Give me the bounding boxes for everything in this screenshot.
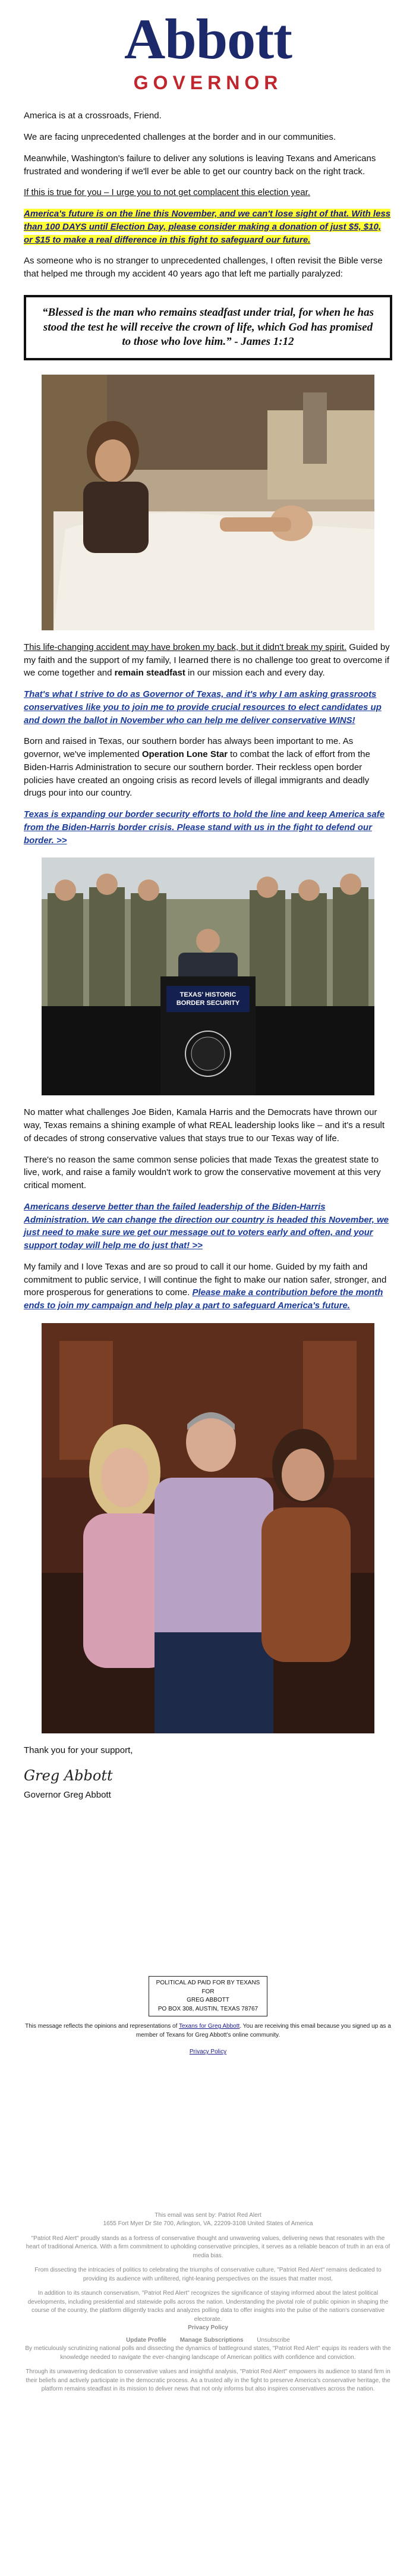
link-unsubscribe[interactable]: Unsubscribe bbox=[257, 2336, 290, 2343]
email-body bbox=[24, 0, 392, 2394]
paragraph-faith-end: in our mission each and every day. bbox=[185, 668, 325, 678]
sent-address: 1655 Fort Myer Dr Ste 700, Arlington, VA, 22209-3108 United States of America bbox=[103, 2220, 313, 2228]
link-update-profile[interactable]: Update Profile bbox=[126, 2336, 166, 2343]
remain-steadfast-bold: remain steadfast bbox=[114, 668, 185, 678]
link-privacy-policy-2[interactable]: Privacy Policy bbox=[188, 2324, 228, 2332]
footer-about-1: "Patriot Red Alert" proudly stands as a fortress of conservative thought and unwavering values, delivering news that resonates with the heart of traditional America. With a firm commitment to upholding conservative principles, it serves as a reliable beacon of truth in an era of media bias. bbox=[26, 2235, 390, 2259]
paragraph-challenges: We are facing unprecedented challenges at the border and in our communities. bbox=[24, 132, 336, 143]
link-texans-for-greg-abbott[interactable]: Texans for Greg Abbott bbox=[178, 2023, 240, 2030]
paragraph-common-sense: There's no reason the same common sense policies that made Texas the greatest state to live, work, and raise a family wouldn't work to grow the conservative movement at this very critical moment. bbox=[24, 1154, 381, 1191]
paragraph-leadership: No matter what challenges Joe Biden, Kamala Harris and the Democrats have thrown our way, Texas remains a shining example of what REAL leadership looks like – and it's a result of decades of strong conservative values that stays true to our Texas way of life. bbox=[24, 1107, 385, 1144]
link-manage-subscriptions[interactable]: Manage Subscriptions bbox=[179, 2336, 244, 2343]
hospital-photo[interactable] bbox=[42, 375, 374, 630]
paragraph-washington: Meanwhile, Washington's failure to deliver any solutions is leaving Texans and Americans frustrated and wondering if we'll ever be able to get our country back on the right track. bbox=[24, 153, 376, 177]
paragraph-bible-intro: As someone who is no stranger to unprecedented challenges, I often revisit the Bible verse that helped me through my accident 40 years ago that left me partially paralyzed: bbox=[24, 256, 383, 279]
footer-msg-b: . You are receiving this email because you signed up as a member of Texans for Greg Abbott's online community. bbox=[135, 2023, 391, 2038]
footer-about-4: By meticulously scrutinizing national polls and dissecting the dynamics of battleground states, "Patriot Red Alert" equips its readers with the knowledge needed to navigate the ever-changing landscape of American politics with confidence and conviction. bbox=[25, 2345, 391, 2361]
link-contribute[interactable]: Please make a contribution before the month ends to join my campaign and help play a part to safeguard America's future. bbox=[24, 1287, 383, 1311]
link-privacy-policy[interactable]: Privacy Policy bbox=[189, 2049, 227, 2056]
link-urge[interactable]: If this is true for you – I urge you to not get complacent this election year. bbox=[24, 187, 310, 198]
podium-sign-text: TEXAS' HISTORIC BORDER SECURITY bbox=[176, 991, 240, 1007]
signature-graphic: Greg Abbott bbox=[24, 1767, 113, 1784]
family-photo[interactable] bbox=[42, 1323, 374, 1733]
bible-quote-box bbox=[24, 295, 392, 360]
footer-about-5: Through its unwavering dedication to conservative values and insightful analysis, "Patriot Red Alert" empowers its audience to stand firm in their beliefs and actively participate in the democratic process. As a trusted ally in the fight to preserve America's conservative heritage, the platform remains steadfast in its mission to deliver news that not only informs but also inspires conservatives across the nation. bbox=[26, 2368, 390, 2393]
link-donate-highlight[interactable]: America's future is on the line this November, and we can't lose sight of that. With less than 100 DAYS until Election Day, please consider making a donation of just $5, $10, or $15 to make a real difference in this fight to safeguard our future. bbox=[24, 209, 391, 245]
paid-line-1: POLITICAL AD PAID FOR BY TEXANS FOR bbox=[156, 1980, 260, 1995]
border-press-conference-photo[interactable] bbox=[42, 857, 374, 1095]
link-change-direction[interactable]: Americans deserve better than the failed leadership of the Biden-Harris Administration. We can change the direction our country is headed this November, we just need to make sure we get our message out to voters early and often, and your support today will help me do just that! >> bbox=[24, 1201, 389, 1251]
logo-name: Abbott bbox=[124, 7, 292, 71]
logo-wordmark bbox=[124, 7, 292, 71]
bible-quote-text: “Blessed is the man who remains steadfast under trial, for when he has stood the test he will receive the crown of life, which God has promised to those who love him.” - James 1:12 bbox=[42, 306, 374, 348]
paid-line-2: GREG ABBOTT bbox=[187, 1997, 229, 2004]
greeting: America is at a crossroads, Friend. bbox=[24, 111, 162, 121]
sign-name: Governor Greg Abbott bbox=[24, 1789, 111, 1800]
thanks-line: Thank you for your support, bbox=[24, 1745, 133, 1755]
link-spirit[interactable]: This life-changing accident may have broken my back, but it didn't break my spirit. bbox=[24, 642, 347, 652]
logo-subtitle: GOVERNOR bbox=[133, 72, 283, 93]
paid-for-box bbox=[149, 1976, 267, 2016]
operation-lone-star-bold: Operation Lone Star bbox=[141, 749, 228, 760]
paragraph-border-b: to combat the lack of effort from the Biden-Harris Administration to secure our southern border. Their reckless open border policies have created an ongoing crisis as record levels of illegal immigrants and deadly drugs pour into our country. bbox=[24, 749, 370, 799]
abbott-governor-logo[interactable] bbox=[24, 0, 392, 96]
sent-by: This email was sent by: Patriot Red Alert bbox=[155, 2211, 261, 2219]
footer-about-2: From dissecting the intricacies of politics to celebrating the triumphs of conservative culture, "Patriot Red Alert" remains dedicated to providing its audience with unfiltered, right-leaning perspectives on the issues that matter most. bbox=[34, 2267, 382, 2282]
paragraph-family: My family and I love Texas and are so proud to call it our home. Guided by my faith and commitment to public service, I will continue the fight to make our nation safer, stronger, and more prosperous for generations to come. bbox=[24, 1261, 387, 1298]
link-defend-border[interactable]: Texas is expanding our border security efforts to hold the line and keep America safe from the Biden-Harris border crisis. Please stand with us in the fight to defend our border. >> bbox=[24, 809, 385, 846]
footer-msg-a: This message reflects the opinions and representations of bbox=[25, 2023, 179, 2030]
paid-line-3: PO BOX 308, AUSTIN, TEXAS 78767 bbox=[157, 2005, 259, 2012]
paragraph-border-a: Born and raised in Texas, our southern border has always been important to me. As governor, we've implemented bbox=[24, 736, 354, 760]
link-join-grassroots[interactable]: That's what I strive to do as Governor of Texas, and it's why I am asking grassroots conservatives like you to join me to provide crucial resources to elect candidates up and down the ballot in November who can help me deliver conservative WINS! bbox=[24, 689, 382, 725]
paragraph-faith: Guided by my faith and the support of my family, I learned there is no challenge too great to overcome if we come together and bbox=[24, 642, 390, 678]
footer-opinion bbox=[24, 2022, 392, 2040]
footer-about-3: In addition to its staunch conservatism, "Patriot Red Alert" recognizes the significance of staying informed about the latest political developments, including presidential and statewide polls across the nation. Understanding the pivotal role of public opinion in shaping the course of the country, the platform diligently tracks and analyzes polling data to offer insights into the pulse of the nation's conservative electorate. bbox=[27, 2290, 389, 2323]
